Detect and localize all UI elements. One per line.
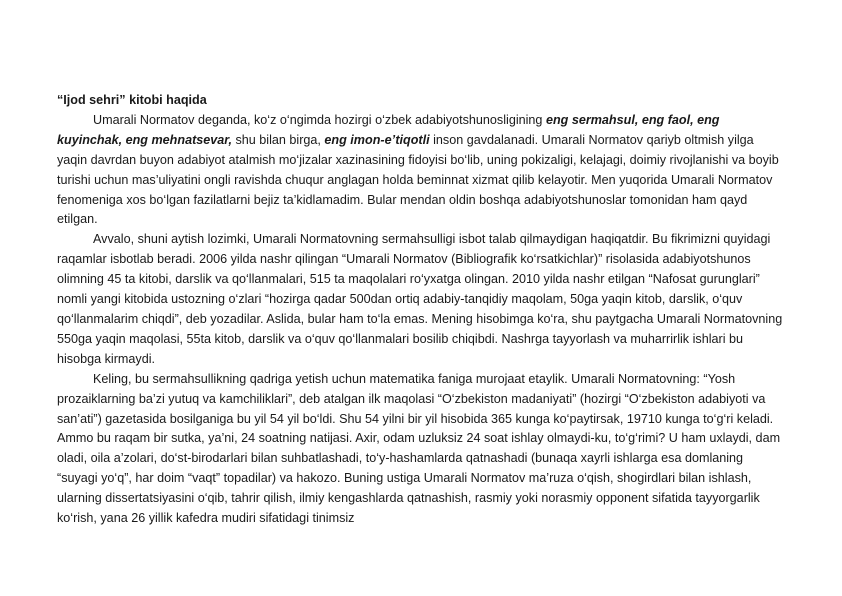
paragraph-1-emphasis-b: eng imon-e’tiqotli (324, 132, 430, 147)
document-body (57, 91, 785, 529)
paragraph-3: Keling, bu sermahsullikning qadriga yetish uchun matematika faniga murojaat etaylik. Umarali Normatovning: “Yosh prozaiklarning ba’zi yutuq va kamchiliklari”, deb atalgan ilk maqolasi “O‘zbekiston madaniyati” (hozirgi “O‘zbekiston adabiyoti va san’ati”) gazetasida bosilganiga bu yil 54 yil bo‘ldi. Shu 54 yilni bir yil hisobida 365 kunga ko‘paytirsak, 19710 kunga to‘g‘ri keladi. Ammo bu raqam bir sutka, ya’ni, 24 soatning natijasi. Axir, odam uzluksiz 24 soat ishlay olmaydi-ku, to‘g‘rimi? U ham uxlaydi, dam oladi, oila a’zolari, do‘st-birodarlari bilan suhbatlashadi, to‘y-hashamlarda qatnashadi (bunaqa xayrli ishlarga esa domlaning “suyagi yo‘q”, har doim “vaqt” topadilar) va hakozo. Buning ustiga Umarali Normatov ma’ruza o‘qish, shogirdlari bilan ishlash, ularning dissertatsiyasini o‘qib, tahrir qilish, ilmiy kengashlarda qatnashish, rasmiy yoki norasmiy opponent sifatida tayyorgarlik ko‘rish, yana 26 yillik kafedra mudiri sifatidagi tinimsiz (57, 371, 781, 526)
document-title: “Ijod sehri” kitobi haqida (57, 93, 207, 107)
paragraph-1-emphasis-a: eng sermahsul, eng faol, eng kuyinchak, eng mehnatsevar, (57, 112, 720, 147)
paragraph-1-text-a: Umarali Normatov deganda, ko‘z o‘ngimda hozirgi o‘zbek adabiyotshunosligining (93, 112, 546, 127)
paragraph-1 (57, 111, 785, 230)
paragraph-1-text-b: shu bilan birga, (232, 132, 325, 147)
paragraph-1-text-c: inson gavdalanadi. Umarali Normatov qariyb oltmish yilga yaqin davrdan buyon adabiyot atalmish mo‘jizalar xazinasining fidoyisi bo‘lib, uning pokizaligi, kelajagi, doimiy rivojlanishi va boyib turishi uchun mas’uliyatini ongli ravishda chuqur anglagan holda beminnat xizmat qilib kelayotir. Men yuqorida Umarali Normatov fenomeniga xos bo‘lgan fazilatlarni bejiz ta’kidlamadim. Bular mendan oldin boshqa adabiyotshunoslar tomonidan ham qayd etilgan. (57, 132, 779, 227)
paragraph-2: Avvalo, shuni aytish lozimki, Umarali Normatovning sermahsulligi isbot talab qilmaydigan haqiqatdir. Bu fikrimizni quyidagi raqamlar isbotlab beradi. 2006 yilda nashr qilingan “Umarali Normatov (Bibliografik ko‘rsatkichlar)” risolasida adabiyotshunos olimning 45 ta kitobi, darslik va qo‘llanmalari, 515 ta maqolalari ro‘yxatga olingan. 2010 yilda nashr etilgan “Nafosat gurunglari” nomli yangi kitobida ustozning o‘zlari “hozirga qadar 500dan ortiq adabiy-tanqidiy maqolam, 50ga yaqin kitob, darslik, o‘quv qo‘llanmalarim chiqdi”, deb yozadilar. Aslida, bular ham to‘la emas. Mening hisobimga ko‘ra, shu paytgacha Umarali Normatovning 550ga yaqin maqolasi, 55ta kitob, darslik va o‘quv qo‘llanmalari bosilib chiqibdi. Nashrga tayyorlash va muharrirlik ishlari bu hisobga kirmaydi. (57, 232, 783, 366)
